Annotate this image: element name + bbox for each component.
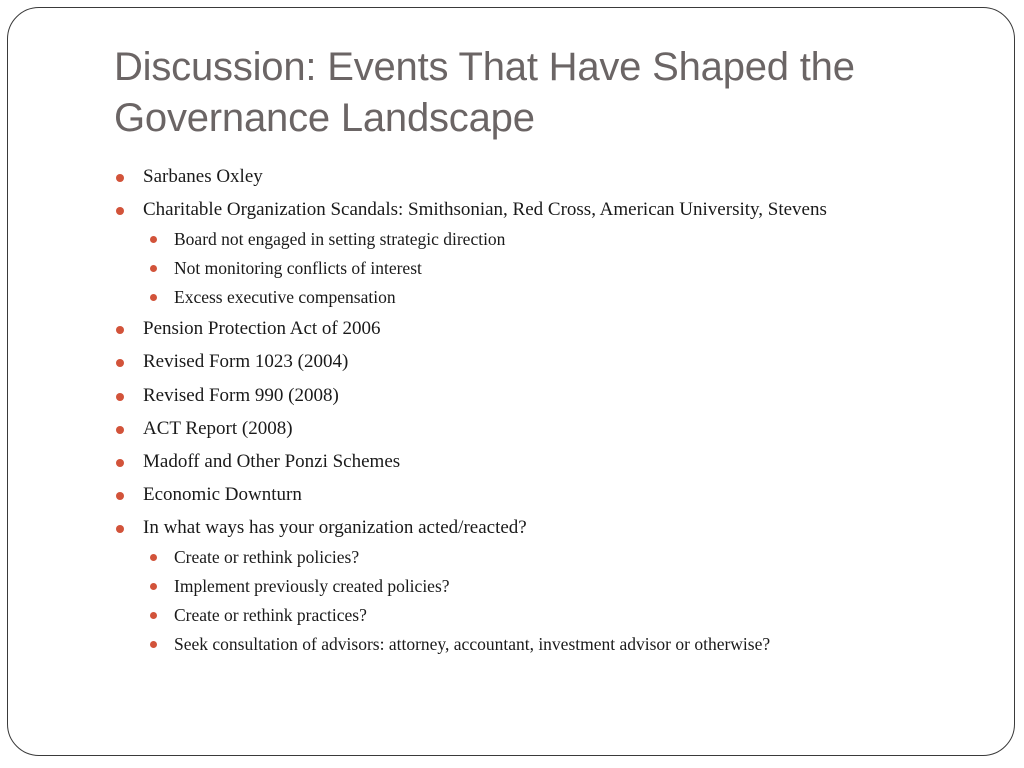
bullet-dot-icon bbox=[150, 294, 157, 301]
bullet-dot-icon bbox=[116, 174, 124, 182]
bullet-item bbox=[143, 451, 400, 473]
bullet-dot-icon bbox=[116, 492, 124, 500]
bullet-item bbox=[143, 517, 527, 539]
bullet-item bbox=[143, 166, 263, 188]
bullet-text: Create or rethink policies? bbox=[174, 547, 360, 567]
bullet-item bbox=[143, 484, 302, 506]
bullet-dot-icon bbox=[150, 641, 157, 648]
slide-title: Discussion: Events That Have Shaped the Governance Landscape bbox=[114, 45, 855, 140]
bullet-text: Revised Form 1023 (2004) bbox=[143, 351, 349, 372]
bullet-dot-icon bbox=[116, 459, 124, 467]
bullet-dot-icon bbox=[116, 525, 124, 533]
bullet-dot-icon bbox=[116, 326, 124, 334]
bullet-text: Board not engaged in setting strategic direction bbox=[174, 229, 506, 249]
bullet-dot-icon bbox=[150, 554, 157, 561]
bullet-text: Excess executive compensation bbox=[174, 287, 396, 307]
bullet-text: Charitable Organization Scandals: Smithsonian, Red Cross, American University, Stevens bbox=[143, 199, 827, 220]
bullet-item bbox=[143, 418, 293, 440]
bullet-dot-icon bbox=[150, 583, 157, 590]
bullet-text: Pension Protection Act of 2006 bbox=[143, 318, 381, 339]
bullet-text: Implement previously created policies? bbox=[174, 576, 450, 596]
bullet-dot-icon bbox=[116, 359, 124, 367]
bullet-text: Not monitoring conflicts of interest bbox=[174, 258, 422, 278]
bullet-text: Create or rethink practices? bbox=[174, 605, 367, 625]
bullet-text: Sarbanes Oxley bbox=[143, 166, 263, 187]
sub-bullet-item bbox=[174, 287, 396, 308]
bullet-dot-icon bbox=[150, 612, 157, 619]
sub-bullet-item bbox=[174, 547, 359, 568]
sub-bullet-item bbox=[174, 229, 505, 250]
bullet-text: Revised Form 990 (2008) bbox=[143, 385, 339, 406]
bullet-dot-icon bbox=[150, 236, 157, 243]
bullet-text: Madoff and Other Ponzi Schemes bbox=[143, 451, 401, 472]
sub-bullet-item bbox=[174, 576, 450, 597]
bullet-dot-icon bbox=[116, 207, 124, 215]
bullet-item bbox=[143, 385, 339, 407]
bullet-dot-icon bbox=[116, 393, 124, 401]
bullet-item bbox=[143, 199, 827, 221]
bullet-text: Economic Downturn bbox=[143, 484, 302, 505]
bullet-text: Seek consultation of advisors: attorney, accountant, investment advisor or otherwise? bbox=[174, 634, 771, 654]
bullet-text: In what ways has your organization acted/reacted? bbox=[143, 517, 527, 538]
bullet-item bbox=[143, 318, 380, 340]
bullet-dot-icon bbox=[150, 265, 157, 272]
sub-bullet-item bbox=[174, 258, 422, 279]
bullet-item bbox=[143, 351, 348, 373]
bullet-dot-icon bbox=[116, 426, 124, 434]
sub-bullet-item bbox=[174, 634, 770, 655]
sub-bullet-item bbox=[174, 605, 367, 626]
bullet-text: ACT Report (2008) bbox=[143, 418, 293, 439]
